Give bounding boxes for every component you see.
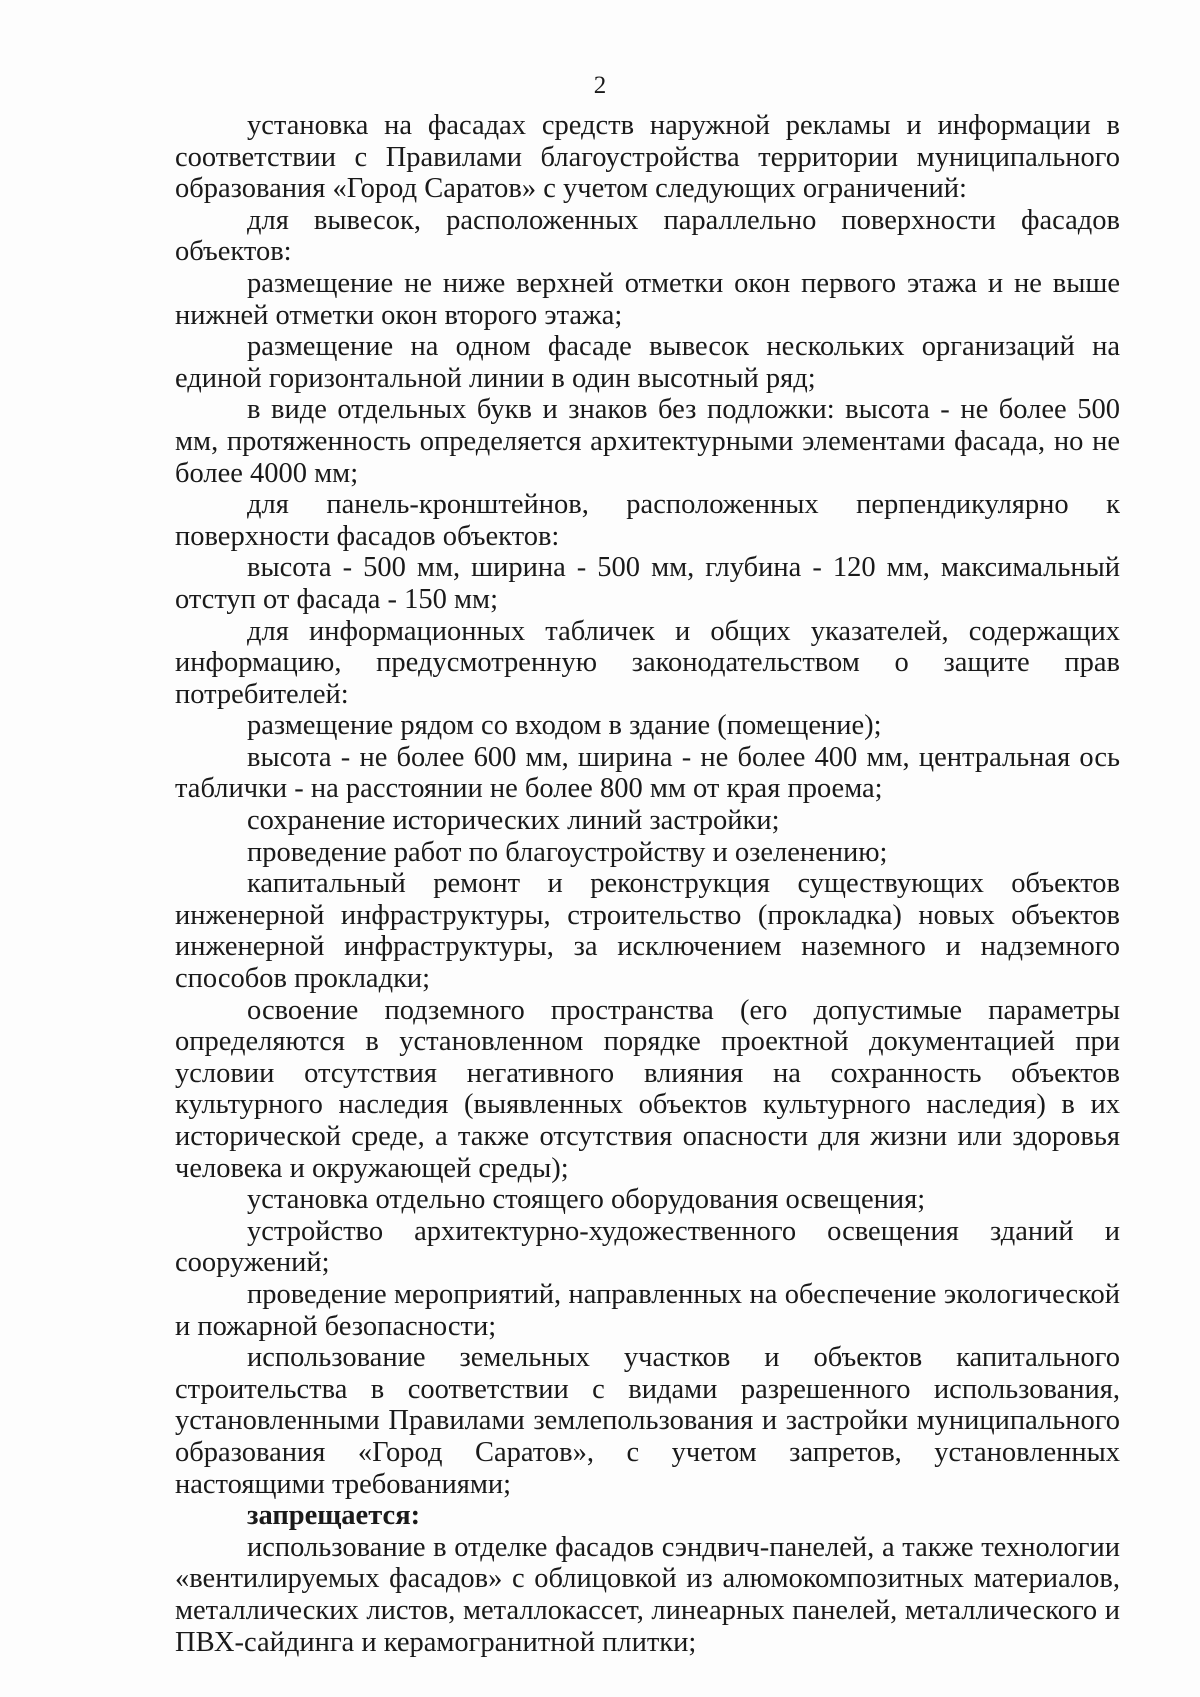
page-number: 2 [593, 72, 607, 99]
paragraph: использование в отделке фасадов сэндвич-панелей, а также технологии «вентилируемых фасадов» с облицовкой из алюмокомпозитных материалов, металлических листов, металлокассет, линеарных панелей, металлического и ПВХ-сайдинга и керамогранитной плитки; [175, 1531, 1120, 1658]
paragraph: капитальный ремонт и реконструкция существующих объектов инженерной инфраструктуры, строительство (прокладка) новых объектов инженерной инфраструктуры, за исключением наземного и надземного способов прокладки; [175, 868, 1120, 995]
paragraph: размещение рядом со входом в здание (помещение); [247, 710, 882, 742]
paragraph: размещение на одном фасаде вывесок нескольких организаций на единой горизонтальной линии в один высотный ряд; [175, 331, 1120, 394]
paragraph: сохранение исторических линий застройки; [247, 805, 780, 837]
paragraph: для вывесок, расположенных параллельно поверхности фасадов объектов: [175, 204, 1120, 268]
paragraph: высота - не более 600 мм, ширина - не более 400 мм, центральная ось таблички - на расстоянии не более 800 мм от края проема; [175, 741, 1120, 805]
paragraph: высота - 500 мм, ширина - 500 мм, глубина - 120 мм, максимальный отступ от фасада - 150 мм; [175, 552, 1120, 615]
paragraph: размещение не ниже верхней отметки окон первого этажа и не выше нижней отметки окон второго этажа; [175, 267, 1120, 331]
paragraph: устройство архитектурно-художественного освещения зданий и сооружений; [175, 1215, 1120, 1279]
document-body [175, 110, 1120, 1658]
paragraph: проведение мероприятий, направленных на обеспечение экологической и пожарной безопасности; [175, 1278, 1120, 1342]
paragraph: освоение подземного пространства (его допустимые параметры определяются в установленном порядке проектной документацией при условии отсутствия негативного влияния на сохранность объектов культурного наследия (выявленных объектов культурного наследия) в их исторической среде, а также отсутствия опасности для жизни или здоровья человека и окружающей среды); [175, 994, 1120, 1184]
paragraph: для панель-кронштейнов, расположенных перпендикулярно к поверхности фасадов объектов: [175, 489, 1120, 552]
section-heading-prohibited: запрещается: [247, 1500, 421, 1532]
paragraph: установка на фасадах средств наружной рекламы и информации в соответствии с Правилами благоустройства территории муниципального образования «Город Саратов» с учетом следующих ограничений: [175, 110, 1120, 205]
paragraph: проведение работ по благоустройству и озеленению; [247, 836, 888, 868]
paragraph: установка отдельно стоящего оборудования освещения; [247, 1184, 926, 1216]
paragraph: для информационных табличек и общих указателей, содержащих информацию, предусмотренную законодательством о защите прав потребителей: [175, 615, 1120, 710]
paragraph: использование земельных участков и объектов капитального строительства в соответствии с видами разрешенного использования, установленными Правилами землепользования и застройки муниципального образования «Город Саратов», с учетом запретов, установленных настоящими требованиями; [175, 1342, 1120, 1500]
paragraph: в виде отдельных букв и знаков без подложки: высота - не более 500 мм, протяженность определяется архитектурными элементами фасада, но не более 4000 мм; [175, 394, 1120, 489]
